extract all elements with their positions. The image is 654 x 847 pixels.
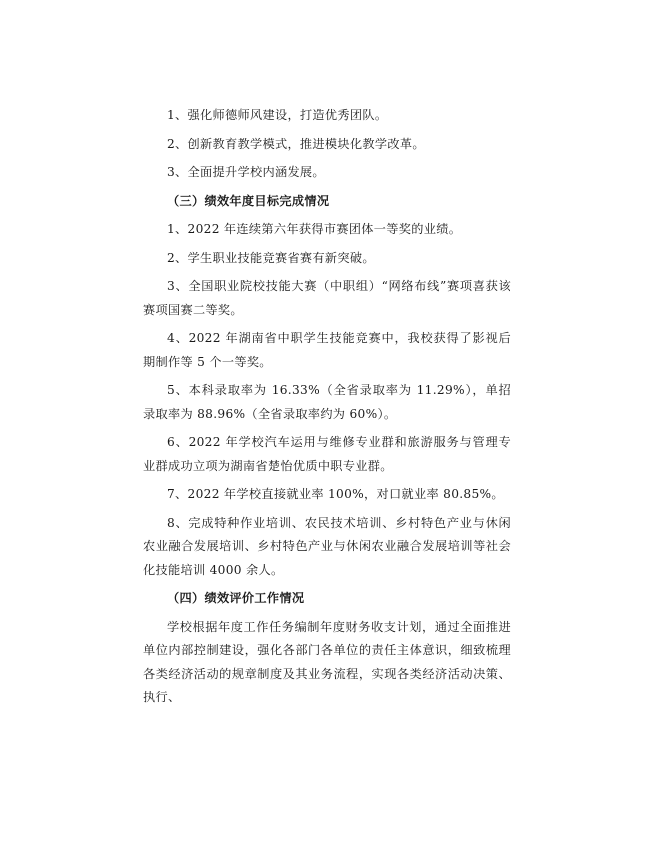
completion-item-5: 5、本科录取率为 16.33%（全省录取率为 11.29%），单招录取率为 88.96%（全省录取率约为 60%）。 (143, 383, 511, 421)
document-body (143, 104, 511, 715)
completion-item-1: 1、2022 年连续第六年获得市赛团体一等奖的业绩。 (167, 222, 462, 236)
completion-item-2: 2、学生职业技能竞赛省赛有新突破。 (167, 250, 375, 265)
completion-item-4: 4、2022 年湖南省中职学生技能竞赛中，我校获得了影视后期制作等 5 个一等奖。 (143, 331, 511, 369)
section-heading-performance-completion: （三）绩效年度目标完成情况 (167, 193, 330, 208)
goal-item-1: 1、强化师德师风建设，打造优秀团队。 (167, 108, 388, 122)
completion-item-7: 7、2022 年学校直接就业率 100%，对口就业率 80.85%。 (167, 487, 504, 501)
completion-item-8: 8、完成特种作业培训、农民技术培训、乡村特色产业与休闲农业融合发展培训、乡村特色产业与休闲农业融合发展培训等社会化技能培训 4000 余人。 (143, 515, 511, 577)
evaluation-paragraph: 学校根据年度工作任务编制年度财务收支计划，通过全面推进单位内部控制建设，强化各部门各单位的责任主体意识，细致梳理各类经济活动的规章制度及其业务流程，实现各类经济活动决策、执行、 (143, 619, 511, 704)
goal-item-3: 3、全面提升学校内涵发展。 (167, 165, 325, 179)
completion-item-3: 3、全国职业院校技能大赛（中职组）“网络布线”赛项喜获该赛项国赛二等奖。 (143, 279, 511, 317)
section-heading-performance-evaluation: （四）绩效评价工作情况 (167, 591, 305, 605)
goal-item-2: 2、创新教育教学模式，推进模块化教学改革。 (167, 136, 425, 151)
completion-item-6: 6、2022 年学校汽车运用与维修专业群和旅游服务与管理专业群成功立项为湖南省楚怡优质中职专业群。 (143, 435, 511, 473)
